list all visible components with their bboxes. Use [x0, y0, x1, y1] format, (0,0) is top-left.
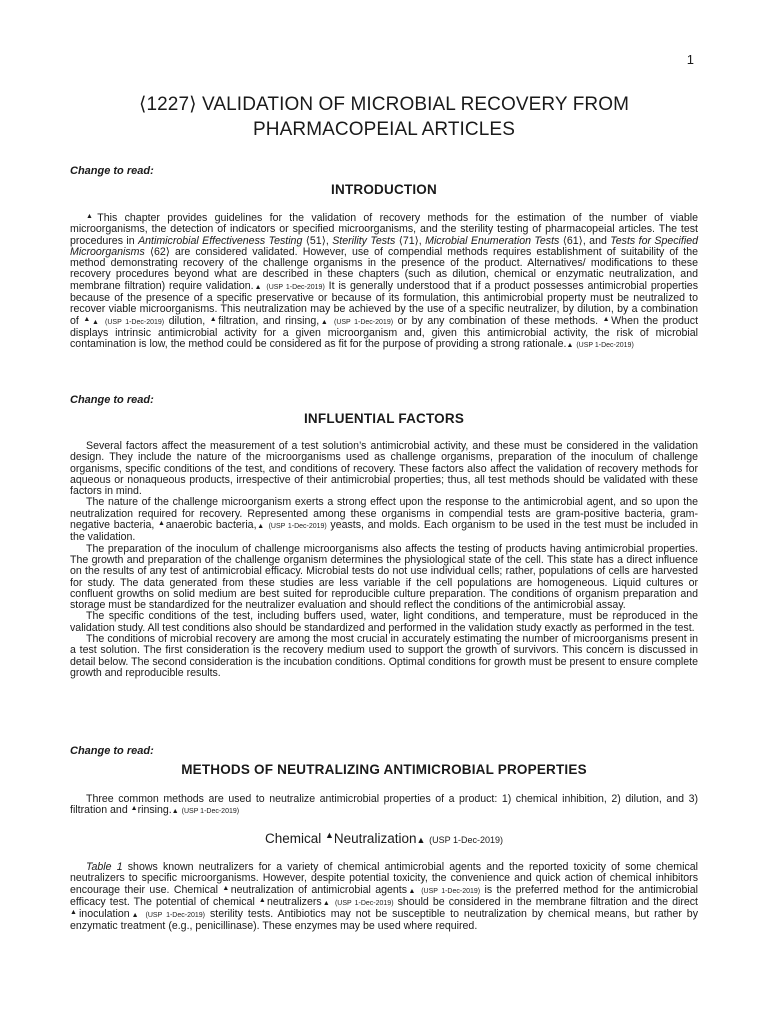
revision-mark-icon: ▲ [158, 520, 166, 528]
revision-mark-icon: ▲ [209, 315, 219, 323]
revision-mark-icon: ▲ [130, 805, 138, 813]
revision-mark-icon: ▲ [222, 884, 231, 892]
page-title: ⟨1227⟩ VALIDATION OF MICROBIAL RECOVERY FROM PHARMACOPEIAL ARTICLES [138, 94, 630, 140]
subsection-heading-chemical-neutralization: Chemical ▲Neutralization▲ (USP 1-Dec-2019) [264, 830, 504, 846]
usp-date-tag: (USP 1-Dec-2019) [105, 318, 165, 326]
revision-end-icon: ▲ [566, 342, 574, 350]
paragraph: Table 1 shows known neutralizers for a variety of chemical antimicrobial agents and the reported toxicity of some chemical neutralizers to specific microorganisms. However, despite potential toxicity, the convenience and quick action of chemical inhibitors encourage their use. Chemical ▲neutralization of antimicrobial agents▲ (USP 1-Dec-2019) is the preferred method for the antimicrobial efficacy test. The potential of chemical ▲neutralizers▲ (USP 1-Dec-2019) should be considered in the membrane filtration and the direct ▲inoculation▲ (USP 1-Dec-2019) sterility tests. Antibiotics may not be susceptible to neutralization by chemical means, but rather by enzymatic treatment (e.g., penicillinase). These enzymes may be used where required. [70, 861, 699, 933]
revision-mark-icon: ▲ [83, 315, 92, 323]
usp-date-tag: (USP 1-Dec-2019) [421, 887, 481, 895]
table-reference: Table 1 [86, 861, 123, 873]
revision-mark-icon: ▲ [602, 315, 612, 323]
paragraph: The conditions of microbial recovery are among the most crucial in accurately estimating the number of microorganisms present in a test solution. The first consideration is the recovery medium used to support the growth of survivors. This concern is discussed in detail below. The second consideration is the incubation conditions. Optimal conditions for growth must be present to ensure complete growth and reproducible results. [70, 633, 698, 679]
section-heading-introduction: INTRODUCTION [331, 182, 437, 197]
section-heading-methods: METHODS OF NEUTRALIZING ANTIMICROBIAL PROPERTIES [181, 762, 587, 777]
revision-end-icon: ▲ [129, 912, 141, 920]
revision-end-icon: ▲ [253, 283, 263, 291]
revision-mark-icon: ▲ [258, 896, 267, 904]
chemical-neutralization-body [70, 862, 698, 933]
revision-end-icon: ▲ [171, 808, 179, 816]
revision-end-icon: ▲ [319, 318, 330, 326]
usp-date-tag: (USP 1-Dec-2019) [181, 808, 240, 816]
usp-date-tag: (USP 1-Dec-2019) [429, 835, 504, 845]
paragraph: ▲This chapter provides guidelines for the validation of recovery methods for the estimation of the number of viable microorganisms, the detection of indicators or specified microorganisms, and the sterility testing of pharmacopeial articles. The test procedures in Antimicrobial Effectiveness Testing ⟨51⟩, Sterility Tests ⟨71⟩, Microbial Enumeration Tests ⟨61⟩, and Tests for Specified Microorganisms ⟨62⟩ are considered validated. However, use of compendial methods requires establishment of suitability of the method demonstrating recovery of the challenge organisms in the presence of the product. Alternatives/ modifications to these recovery procedures beyond what are described in these chapters (such as dilution, chemical or enzymatic neutralization, and membrane filtration) require validation.▲ (USP 1-Dec-2019) It is generally understood that if a product possesses antimicrobial properties because of the presence of a specific preservative or because of its formulation, this antimicrobial property must be neutralized to recover viable microorganisms. This neutralization may be achieved by the use of a specific neutralizer, by dilution, by a combination of ▲▲ (USP 1-Dec-2019) dilution, ▲filtration, and rinsing,▲ (USP 1-Dec-2019) or by any combination of these methods. ▲When the product displays intrinsic antimicrobial activity for a given microorganism and, given this antimicrobial activity, the risk of microbial contamination is low, the method could be considered as fit for the purpose of providing a strong rationale.▲ (USP 1-Dec-2019) [70, 212, 699, 351]
paragraph: The specific conditions of the test, including buffers used, water, light conditions, and temperature, must be reproduced in the validation study. All test conditions also should be standardized and performed in the validation study exactly as performed in the test. [70, 610, 698, 634]
methods-body [70, 794, 698, 818]
revision-end-icon: ▲ [416, 835, 426, 845]
usp-date-tag: (USP 1-Dec-2019) [145, 912, 205, 920]
usp-date-tag: (USP 1-Dec-2019) [268, 523, 327, 531]
paragraph: The preparation of the inoculum of challenge microorganisms also affects the testing of products having antimicrobial properties. The growth and preparation of the challenge organism determines the physiological state of the cell. This state has a direct influence on the results of any test of antimicrobial efficacy. Microbial tests do not use individual cells; rather, populations of cells are harvested for study. The data generated from these studies are less variable if the cell populations are homogeneous. Liquid cultures or confluent growths on solid medium are best suited for reproducible culture preparation. The conditions of organism preparation and storage must be standardized for the neutralizer evaluation and should reflect the conditions of the antimicrobial assay. [70, 542, 698, 612]
revision-end-icon: ▲ [407, 887, 417, 895]
usp-date-tag: (USP 1-Dec-2019) [334, 899, 394, 907]
paragraph: Three common methods are used to neutralize antimicrobial properties of a product: 1) chemical inhibition, 2) dilution, and 3) filtration and ▲rinsing.▲ (USP 1-Dec-2019) [70, 793, 698, 817]
revision-mark-icon: ▲ [70, 909, 79, 917]
introduction-body [70, 213, 698, 352]
influential-factors-body [70, 441, 698, 679]
paragraph: Several factors affect the measurement of a test solution’s antimicrobial activity, and these must be considered in the validation design. They include the nature of the microorganisms used as challenge organisms, preparation of the inoculum of challenge organisms, specific conditions of the test, and conditions of recovery. These factors also affect the validation of recovery methods for aqueous or nonaqueous products, irrespective of their antimicrobial properties; thus, all test methods should be validated with these factors in mind. [70, 440, 698, 498]
page-number: 1 [686, 52, 694, 67]
paragraph: The nature of the challenge microorganism exerts a strong effect upon the response to the antimicrobial agent, and so upon the neutralization required for recovery. Represented among these organisms in compendial tests are gram-positive bacteria, gram-negative bacteria, ▲anaerobic bacteria,▲ (USP 1-Dec-2019) yeasts, and molds. Each organism to be used in the test must be included in the validation. [70, 496, 699, 544]
revision-end-icon: ▲ [256, 523, 265, 531]
usp-date-tag: (USP 1-Dec-2019) [576, 342, 634, 350]
usp-date-tag: (USP 1-Dec-2019) [266, 283, 325, 291]
section-heading-influential-factors: INFLUENTIAL FACTORS [303, 411, 465, 426]
revision-mark-icon: ▲ [325, 830, 334, 840]
revision-end-icon: ▲ [321, 899, 331, 907]
change-label: Change to read: [70, 165, 154, 177]
change-label: Change to read: [70, 394, 154, 406]
revision-end-icon: ▲ [91, 318, 101, 326]
change-label: Change to read: [70, 745, 154, 757]
usp-date-tag: (USP 1-Dec-2019) [333, 318, 394, 326]
revision-mark-icon: ▲ [86, 213, 98, 220]
